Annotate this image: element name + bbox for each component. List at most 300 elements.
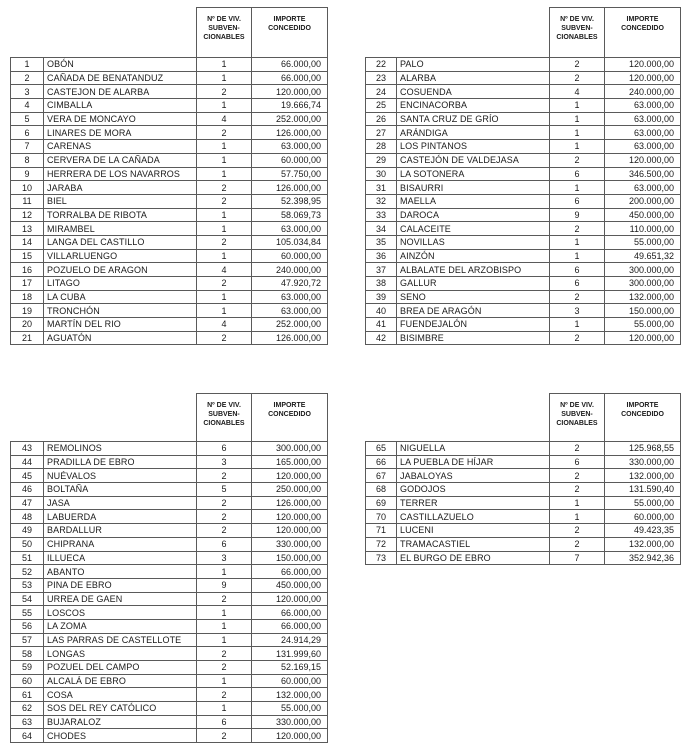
row-number: 27 xyxy=(366,126,397,140)
header-spacer xyxy=(366,8,397,58)
municipality-name: LA PUEBLA DE HÍJAR xyxy=(397,455,550,469)
municipality-name: CARENAS xyxy=(44,140,197,154)
row-number: 41 xyxy=(366,318,397,332)
viviendas-count: 1 xyxy=(197,140,252,154)
viviendas-count: 9 xyxy=(197,578,252,592)
table-row xyxy=(11,729,328,743)
importe-amount: 120.000,00 xyxy=(605,153,681,167)
municipality-name: COSUENDA xyxy=(397,85,550,99)
row-number: 62 xyxy=(11,702,44,716)
viviendas-count: 1 xyxy=(550,249,605,263)
row-number: 13 xyxy=(11,222,44,236)
viviendas-count: 2 xyxy=(550,524,605,538)
importe-amount: 125.968,55 xyxy=(605,442,681,456)
table-row xyxy=(11,578,328,592)
municipality-name: PINA DE EBRO xyxy=(44,578,197,592)
municipality-name: TORRALBA DE RIBOTA xyxy=(44,208,197,222)
row-number: 34 xyxy=(366,222,397,236)
table-row xyxy=(11,565,328,579)
table-row xyxy=(11,112,328,126)
importe-amount: 346.500,00 xyxy=(605,167,681,181)
table-row xyxy=(366,318,681,332)
table-row xyxy=(11,208,328,222)
table-row xyxy=(366,290,681,304)
importe-amount: 450.000,00 xyxy=(252,578,328,592)
importe-amount: 330.000,00 xyxy=(252,537,328,551)
importe-amount: 52.398,95 xyxy=(252,194,328,208)
viviendas-count: 2 xyxy=(197,126,252,140)
table-row xyxy=(366,524,681,538)
municipality-name: MAELLA xyxy=(397,194,550,208)
row-number: 20 xyxy=(11,318,44,332)
table-row xyxy=(366,181,681,195)
row-number: 45 xyxy=(11,469,44,483)
subsidy-table-4 xyxy=(365,393,681,565)
municipality-name: ARÁNDIGA xyxy=(397,126,550,140)
header-spacer xyxy=(44,8,197,58)
viviendas-count: 2 xyxy=(197,469,252,483)
viviendas-count: 7 xyxy=(550,551,605,565)
table-row xyxy=(11,249,328,263)
row-number: 61 xyxy=(11,688,44,702)
row-number: 46 xyxy=(11,483,44,497)
viviendas-count: 2 xyxy=(550,331,605,345)
table-row xyxy=(366,85,681,99)
viviendas-count: 1 xyxy=(197,702,252,716)
municipality-name: TERRER xyxy=(397,496,550,510)
table-row xyxy=(11,181,328,195)
header-viviendas: Nº DE VIV. SUBVEN-CIONABLES xyxy=(550,8,605,58)
row-number: 56 xyxy=(11,619,44,633)
importe-amount: 63.000,00 xyxy=(252,290,328,304)
municipality-name: NIGUELLA xyxy=(397,442,550,456)
municipality-name: ALBALATE DEL ARZOBISPO xyxy=(397,263,550,277)
table-row xyxy=(366,126,681,140)
importe-amount: 55.000,00 xyxy=(252,702,328,716)
importe-amount: 57.750,00 xyxy=(252,167,328,181)
header-spacer xyxy=(397,8,550,58)
viviendas-count: 6 xyxy=(197,537,252,551)
header-importe: IMPORTE CONCEDIDO xyxy=(252,394,328,442)
row-number: 51 xyxy=(11,551,44,565)
importe-amount: 150.000,00 xyxy=(605,304,681,318)
importe-amount: 330.000,00 xyxy=(605,455,681,469)
viviendas-count: 2 xyxy=(197,661,252,675)
municipality-name: BUJARALOZ xyxy=(44,715,197,729)
viviendas-count: 2 xyxy=(197,524,252,538)
importe-amount: 55.000,00 xyxy=(605,318,681,332)
importe-amount: 110.000,00 xyxy=(605,222,681,236)
viviendas-count: 1 xyxy=(550,112,605,126)
importe-amount: 55.000,00 xyxy=(605,496,681,510)
row-number: 49 xyxy=(11,524,44,538)
viviendas-count: 1 xyxy=(197,167,252,181)
viviendas-count: 2 xyxy=(197,181,252,195)
table-row xyxy=(11,524,328,538)
header-viviendas: Nº DE VIV. SUBVEN-CIONABLES xyxy=(550,394,605,442)
municipality-name: BISIMBRE xyxy=(397,331,550,345)
municipality-name: VILLARLUENGO xyxy=(44,249,197,263)
importe-amount: 126.000,00 xyxy=(252,331,328,345)
municipality-name: JABALOYAS xyxy=(397,469,550,483)
municipality-name: BREA DE ARAGÓN xyxy=(397,304,550,318)
table-row xyxy=(366,551,681,565)
row-number: 16 xyxy=(11,263,44,277)
table-row xyxy=(366,469,681,483)
importe-amount: 55.000,00 xyxy=(605,235,681,249)
row-number: 50 xyxy=(11,537,44,551)
importe-amount: 252.000,00 xyxy=(252,112,328,126)
municipality-name: LANGA DEL CASTILLO xyxy=(44,235,197,249)
importe-amount: 300.000,00 xyxy=(605,277,681,291)
viviendas-count: 1 xyxy=(197,565,252,579)
row-number: 3 xyxy=(11,85,44,99)
municipality-name: AINZÓN xyxy=(397,249,550,263)
header-importe: IMPORTE CONCEDIDO xyxy=(605,394,681,442)
importe-amount: 60.000,00 xyxy=(252,674,328,688)
municipality-name: JASA xyxy=(44,496,197,510)
row-number: 43 xyxy=(11,442,44,456)
row-number: 12 xyxy=(11,208,44,222)
table-row xyxy=(11,263,328,277)
municipality-name: VERA DE MONCAYO xyxy=(44,112,197,126)
importe-amount: 120.000,00 xyxy=(252,85,328,99)
table-row xyxy=(11,674,328,688)
viviendas-count: 1 xyxy=(550,126,605,140)
municipality-name: BIEL xyxy=(44,194,197,208)
row-number: 28 xyxy=(366,140,397,154)
municipality-name: CHODES xyxy=(44,729,197,743)
viviendas-count: 2 xyxy=(197,729,252,743)
row-number: 42 xyxy=(366,331,397,345)
viviendas-count: 2 xyxy=(197,277,252,291)
importe-amount: 120.000,00 xyxy=(252,524,328,538)
table-row xyxy=(366,483,681,497)
municipality-name: SENO xyxy=(397,290,550,304)
row-number: 64 xyxy=(11,729,44,743)
row-number: 15 xyxy=(11,249,44,263)
subsidy-table-3 xyxy=(10,393,328,743)
importe-amount: 120.000,00 xyxy=(252,592,328,606)
row-number: 24 xyxy=(366,85,397,99)
importe-amount: 60.000,00 xyxy=(252,249,328,263)
header-importe: IMPORTE CONCEDIDO xyxy=(252,8,328,58)
viviendas-count: 3 xyxy=(197,551,252,565)
table-row xyxy=(11,126,328,140)
table-row xyxy=(11,510,328,524)
table-row xyxy=(11,58,328,72)
row-number: 39 xyxy=(366,290,397,304)
subsidy-table-2 xyxy=(365,7,681,345)
viviendas-count: 1 xyxy=(550,140,605,154)
viviendas-count: 2 xyxy=(550,483,605,497)
municipality-name: ALCALÁ DE EBRO xyxy=(44,674,197,688)
table-row xyxy=(11,619,328,633)
row-number: 1 xyxy=(11,58,44,72)
importe-amount: 330.000,00 xyxy=(252,715,328,729)
viviendas-count: 1 xyxy=(550,99,605,113)
row-number: 6 xyxy=(11,126,44,140)
municipality-name: ABANTO xyxy=(44,565,197,579)
municipality-name: CAÑADA DE BENATANDUZ xyxy=(44,71,197,85)
municipality-name: POZUEL DEL CAMPO xyxy=(44,661,197,675)
table-row xyxy=(11,331,328,345)
row-number: 52 xyxy=(11,565,44,579)
row-number: 60 xyxy=(11,674,44,688)
row-number: 57 xyxy=(11,633,44,647)
viviendas-count: 1 xyxy=(197,208,252,222)
importe-amount: 66.000,00 xyxy=(252,58,328,72)
municipality-name: PRADILLA DE EBRO xyxy=(44,455,197,469)
municipality-name: CASTILLAZUELO xyxy=(397,510,550,524)
table-row xyxy=(11,304,328,318)
importe-amount: 450.000,00 xyxy=(605,208,681,222)
viviendas-count: 2 xyxy=(197,496,252,510)
municipality-name: POZUELO DE ARAGON xyxy=(44,263,197,277)
table-row xyxy=(11,592,328,606)
viviendas-count: 6 xyxy=(550,263,605,277)
row-number: 31 xyxy=(366,181,397,195)
importe-amount: 63.000,00 xyxy=(252,304,328,318)
row-number: 69 xyxy=(366,496,397,510)
municipality-name: HERRERA DE LOS NAVARROS xyxy=(44,167,197,181)
viviendas-count: 4 xyxy=(197,112,252,126)
viviendas-count: 2 xyxy=(197,331,252,345)
viviendas-count: 2 xyxy=(550,71,605,85)
importe-amount: 120.000,00 xyxy=(252,729,328,743)
viviendas-count: 3 xyxy=(550,304,605,318)
table-row xyxy=(366,99,681,113)
viviendas-count: 1 xyxy=(197,58,252,72)
table-row xyxy=(366,496,681,510)
viviendas-count: 6 xyxy=(550,277,605,291)
row-number: 55 xyxy=(11,606,44,620)
viviendas-count: 1 xyxy=(197,249,252,263)
row-number: 25 xyxy=(366,99,397,113)
municipality-name: CHIPRANA xyxy=(44,537,197,551)
viviendas-count: 4 xyxy=(197,263,252,277)
table-row xyxy=(11,85,328,99)
municipality-name: TRONCHÓN xyxy=(44,304,197,318)
table-row xyxy=(11,167,328,181)
municipality-name: BOLTAÑA xyxy=(44,483,197,497)
row-number: 67 xyxy=(366,469,397,483)
importe-amount: 63.000,00 xyxy=(605,181,681,195)
municipality-name: GODOJOS xyxy=(397,483,550,497)
row-number: 47 xyxy=(11,496,44,510)
table-row xyxy=(11,222,328,236)
row-number: 35 xyxy=(366,235,397,249)
row-number: 30 xyxy=(366,167,397,181)
importe-amount: 47.920,72 xyxy=(252,277,328,291)
row-number: 38 xyxy=(366,277,397,291)
viviendas-count: 1 xyxy=(197,290,252,304)
row-number: 63 xyxy=(11,715,44,729)
viviendas-count: 2 xyxy=(550,290,605,304)
table-row xyxy=(11,688,328,702)
viviendas-count: 6 xyxy=(550,194,605,208)
subsidy-table-1 xyxy=(10,7,328,345)
importe-amount: 131.590,40 xyxy=(605,483,681,497)
viviendas-count: 2 xyxy=(197,235,252,249)
row-number: 44 xyxy=(11,455,44,469)
municipality-name: COSA xyxy=(44,688,197,702)
municipality-name: MARTÍN DEL RIO xyxy=(44,318,197,332)
table-row xyxy=(11,551,328,565)
header-spacer xyxy=(44,394,197,442)
viviendas-count: 2 xyxy=(550,58,605,72)
table-row xyxy=(366,194,681,208)
municipality-name: LAS PARRAS DE CASTELLOTE xyxy=(44,633,197,647)
importe-amount: 165.000,00 xyxy=(252,455,328,469)
municipality-name: CIMBALLA xyxy=(44,99,197,113)
viviendas-count: 1 xyxy=(197,619,252,633)
viviendas-count: 6 xyxy=(197,442,252,456)
table-row xyxy=(366,153,681,167)
importe-amount: 24.914,29 xyxy=(252,633,328,647)
importe-amount: 120.000,00 xyxy=(605,71,681,85)
importe-amount: 132.000,00 xyxy=(252,688,328,702)
header-viviendas: Nº DE VIV. SUBVEN-CIONABLES xyxy=(197,8,252,58)
row-number: 10 xyxy=(11,181,44,195)
table-row xyxy=(366,167,681,181)
viviendas-count: 1 xyxy=(197,71,252,85)
municipality-name: BISAURRI xyxy=(397,181,550,195)
viviendas-count: 2 xyxy=(550,537,605,551)
importe-amount: 250.000,00 xyxy=(252,483,328,497)
table-row xyxy=(366,222,681,236)
viviendas-count: 2 xyxy=(550,222,605,236)
row-number: 58 xyxy=(11,647,44,661)
viviendas-count: 1 xyxy=(197,674,252,688)
table-row xyxy=(366,208,681,222)
row-number: 21 xyxy=(11,331,44,345)
viviendas-count: 6 xyxy=(197,715,252,729)
row-number: 4 xyxy=(11,99,44,113)
importe-amount: 132.000,00 xyxy=(605,537,681,551)
header-importe: IMPORTE CONCEDIDO xyxy=(605,8,681,58)
row-number: 23 xyxy=(366,71,397,85)
municipality-name: DAROCA xyxy=(397,208,550,222)
table-row xyxy=(11,647,328,661)
viviendas-count: 1 xyxy=(197,304,252,318)
importe-amount: 52.169,15 xyxy=(252,661,328,675)
row-number: 54 xyxy=(11,592,44,606)
importe-amount: 352.942,36 xyxy=(605,551,681,565)
header-viviendas: Nº DE VIV. SUBVEN-CIONABLES xyxy=(197,394,252,442)
municipality-name: LOS PINTANOS xyxy=(397,140,550,154)
viviendas-count: 1 xyxy=(550,318,605,332)
row-number: 48 xyxy=(11,510,44,524)
table-row xyxy=(366,510,681,524)
importe-amount: 126.000,00 xyxy=(252,126,328,140)
viviendas-count: 4 xyxy=(197,318,252,332)
table-row xyxy=(366,249,681,263)
table-row xyxy=(11,537,328,551)
municipality-name: LITAGO xyxy=(44,277,197,291)
municipality-name: GALLUR xyxy=(397,277,550,291)
importe-amount: 126.000,00 xyxy=(252,496,328,510)
municipality-name: REMOLINOS xyxy=(44,442,197,456)
table-row xyxy=(366,537,681,551)
row-number: 73 xyxy=(366,551,397,565)
municipality-name: URREA DE GAEN xyxy=(44,592,197,606)
header-spacer xyxy=(366,394,397,442)
table-row xyxy=(11,235,328,249)
importe-amount: 131.999,60 xyxy=(252,647,328,661)
table-row xyxy=(11,702,328,716)
importe-amount: 252.000,00 xyxy=(252,318,328,332)
importe-amount: 120.000,00 xyxy=(252,510,328,524)
viviendas-count: 2 xyxy=(197,592,252,606)
importe-amount: 60.000,00 xyxy=(252,153,328,167)
importe-amount: 105.034,84 xyxy=(252,235,328,249)
importe-amount: 63.000,00 xyxy=(252,222,328,236)
table-row xyxy=(11,455,328,469)
row-number: 68 xyxy=(366,483,397,497)
municipality-name: CASTEJON DE ALARBA xyxy=(44,85,197,99)
table-row xyxy=(11,442,328,456)
table-row xyxy=(11,153,328,167)
municipality-name: BARDALLUR xyxy=(44,524,197,538)
viviendas-count: 2 xyxy=(550,442,605,456)
row-number: 32 xyxy=(366,194,397,208)
importe-amount: 49.423,35 xyxy=(605,524,681,538)
importe-amount: 19.666,74 xyxy=(252,99,328,113)
table-row xyxy=(366,112,681,126)
table-row xyxy=(366,277,681,291)
header-spacer xyxy=(397,394,550,442)
importe-amount: 300.000,00 xyxy=(605,263,681,277)
municipality-name: SANTA CRUZ DE GRÍO xyxy=(397,112,550,126)
municipality-name: CERVERA DE LA CAÑADA xyxy=(44,153,197,167)
row-number: 18 xyxy=(11,290,44,304)
row-number: 7 xyxy=(11,140,44,154)
viviendas-count: 1 xyxy=(197,606,252,620)
row-number: 33 xyxy=(366,208,397,222)
row-number: 22 xyxy=(366,58,397,72)
viviendas-count: 2 xyxy=(550,469,605,483)
row-number: 71 xyxy=(366,524,397,538)
row-number: 53 xyxy=(11,578,44,592)
viviendas-count: 5 xyxy=(197,483,252,497)
importe-amount: 63.000,00 xyxy=(605,140,681,154)
table-row xyxy=(11,277,328,291)
municipality-name: LA CUBA xyxy=(44,290,197,304)
municipality-name: ENCINACORBA xyxy=(397,99,550,113)
municipality-name: LA ZOMA xyxy=(44,619,197,633)
municipality-name: EL BURGO DE EBRO xyxy=(397,551,550,565)
row-number: 11 xyxy=(11,194,44,208)
table-row xyxy=(366,71,681,85)
importe-amount: 60.000,00 xyxy=(605,510,681,524)
table-row xyxy=(11,633,328,647)
importe-amount: 132.000,00 xyxy=(605,469,681,483)
table-row xyxy=(366,235,681,249)
table-row xyxy=(366,455,681,469)
table-row xyxy=(366,331,681,345)
municipality-name: LOSCOS xyxy=(44,606,197,620)
municipality-name: TRAMACASTIEL xyxy=(397,537,550,551)
row-number: 29 xyxy=(366,153,397,167)
table-row xyxy=(11,483,328,497)
table-row xyxy=(11,194,328,208)
row-number: 66 xyxy=(366,455,397,469)
row-number: 9 xyxy=(11,167,44,181)
viviendas-count: 2 xyxy=(197,688,252,702)
table-row xyxy=(11,71,328,85)
viviendas-count: 1 xyxy=(197,153,252,167)
